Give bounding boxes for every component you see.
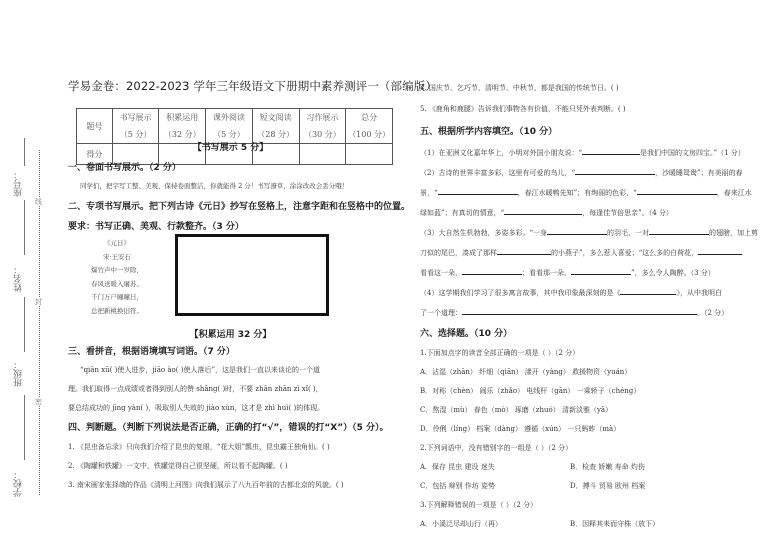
exam-title: 学易金卷：2022-2023 学年三年级语文下册期中素养测评一（部编版）: [68, 79, 437, 93]
q5-3-line1: （3）大自然生机勃勃，多姿多彩。“一身 的羽毛，一对 的翅膀，加上剪: [420, 226, 758, 238]
q3-line: 要总结成功的 jīng yàn( )，吸取别人失败的 jiào xùn，这才是 zhì huì( )的体现。: [68, 404, 325, 412]
score-table-header-row: [77, 109, 393, 144]
q6-1-option-d[interactable]: D．伶俐（líng） 档案（dàng） 遵循（xún） 一只蚂蚱（mà）: [420, 425, 621, 433]
q4-item: 4. 国庆节、乞巧节、清明节、中秋节，都是我国的传统节日。( ): [420, 84, 619, 92]
poem-yuanri: [82, 237, 152, 319]
q5-3-blank-6[interactable]: [571, 266, 631, 275]
q5-3-line3: 看看这一朵， ；看看那一朵， ”，多么令人陶醉。（3 分）: [420, 266, 715, 278]
class-label: 班级：: [14, 360, 24, 387]
section-banner-accumulation: 【积累运用 32 分】: [189, 330, 272, 340]
q6-2-option-d[interactable]: D．搏斗 贸易 欧州 档案: [570, 482, 646, 490]
q5-4-blank-1[interactable]: [620, 286, 676, 295]
q3-heading: 三、看拼音，根据语境填写词语。（7 分）: [68, 347, 235, 357]
q4-heading: 四、判断题。（判断下列说法是否正确，正确的打“√”，错误的打“X”）（5 分）。: [68, 423, 389, 433]
q5-3-blank-1[interactable]: [547, 226, 607, 235]
q4-item: 5. 《鹿角和鹿腿》告诉我们事物各有价值，不能只凭外表判断。( ): [420, 105, 626, 113]
q5-1: （1）在亚洲文化嘉年华上，小明对外国小朋友说：“ 是我们中国的文房四宝。”（1 分）: [420, 146, 745, 158]
q1-heading: 一、卷面书写展示。（2 分）: [68, 163, 181, 173]
school-label: 学校：: [14, 470, 24, 497]
q5-2-line1: （2）古诗的世界丰富多彩，这里有可爱的鸟儿，“ ，沙暖睡鸳鸯”；有美丽的春: [420, 166, 743, 178]
q4-item: 3. 南宋画家张择端的作品《清明上河图》向我们展示了八九百年前的古都北京的风貌。( ): [68, 481, 344, 489]
q5-2-blank-2[interactable]: [438, 186, 518, 195]
q6-3-option-b[interactable]: B．因释其耒而守株（放下）: [570, 520, 660, 528]
top-binding-line: [24, 138, 25, 166]
left-column: [68, 0, 437, 540]
poem-line: 春风送暖入屠苏。: [91, 279, 143, 288]
q5-4-line2: 了一个道理： 。（2 分）: [420, 306, 728, 318]
seat-number-label: 座号：: [14, 170, 24, 197]
col-composition: 习作展示 （30 分）: [299, 109, 346, 144]
q5-4-line1: （4）这学期我们学习了很多寓言故事，其中我印象最深刻的是《 》，从中我明白: [420, 286, 722, 298]
q5-2-blank-3[interactable]: [637, 186, 717, 195]
section-banner-writing: 【书写展示 5 分】: [192, 143, 269, 153]
poem-title: 《元日》: [104, 239, 130, 247]
col-short-reading: 短文阅读 （28 分）: [252, 109, 299, 144]
q5-2-line3: 绿如蓝”；有真切的情意，“ ，每逢佳节倍思亲”。（4 分）: [420, 206, 673, 218]
name-field[interactable]: [24, 297, 25, 352]
q5-3-blank-4[interactable]: [698, 246, 742, 255]
q5-3-blank-5[interactable]: [462, 266, 522, 275]
q6-3-stem: 3.下列解释错误的一项是（ ）（2 分）: [420, 501, 538, 509]
col-total: 总分 （100 分）: [346, 109, 393, 144]
q2-requirement: 要求：书写正确、美观、行款整齐。（3 分）: [68, 222, 244, 232]
q6-2-option-b[interactable]: B．检查 娇嫩 寿命 灼伤: [570, 463, 645, 471]
q3-line: “qiān xū( )使人进步，jiāo ào( )使人落后”，这是我们一直以来谈论的一个道: [80, 366, 321, 374]
q2-heading: 二、专项书写展示。把下列古诗《元日》抄写在竖格上，注意字距和在竖格中的位置。: [68, 202, 411, 212]
q6-heading: 六、选择题。（10 分）: [420, 329, 513, 339]
q6-1-option-b[interactable]: B．对称（chèn） 闹乐（zhǎo） 电线杆（gān） 一乘轿子（chéng）: [420, 387, 641, 395]
poem-line: 总把新桃换旧符。: [91, 306, 143, 315]
q6-1-stem: 1.下面加点字的读音全部正确的一项是（ ）（2 分）: [420, 349, 580, 357]
q5-4-blank-2[interactable]: [462, 306, 697, 315]
name-label: 姓名：: [14, 265, 24, 292]
row-header-question: 题号: [77, 109, 113, 144]
q5-3-line2: 刀似的尾巴，凑成了那样 的小燕子”，多么惹人喜爱；“这么多的白荷花，: [420, 246, 742, 258]
q6-2-option-a[interactable]: A．保存 昆虫 建设 迷失: [420, 463, 495, 471]
col-extra-reading: 课外阅读 （5 分）: [206, 109, 253, 144]
q5-3-blank-3[interactable]: [497, 246, 551, 255]
col-accumulation: 积累运用 （32 分）: [159, 109, 206, 144]
q5-2-line2: 景，“ ，春江水暖鸭先知”；有绚丽的色彩，“ ，春来江水: [420, 186, 752, 198]
q6-2-option-c[interactable]: C．包括 辩别 作坊 姿势: [420, 482, 496, 490]
score-table: [76, 108, 393, 165]
poem-line: 千门万户曈曈日，: [91, 293, 143, 302]
right-column: [420, 0, 759, 540]
q3-line: 理。我们取得一点成绩或者得到别人的赞 shǎng( )时，不要 zhān zhān zì xǐ( )，: [68, 385, 323, 393]
q6-2-stem: 2.下列词语中，没有错别字的一组是（ ）（2 分）: [420, 444, 573, 452]
q5-heading: 五、根据所学内容填空。（10 分）: [420, 127, 558, 137]
q5-3-blank-2[interactable]: [649, 226, 709, 235]
q4-item: 1. 《昆虫备忘录》只向我们介绍了昆虫的复眼，“花大姐”瓢虫，昆虫霸王独角仙。( ): [68, 443, 330, 451]
q5-2-blank-4[interactable]: [504, 206, 582, 215]
q5-2-blank-1[interactable]: [575, 166, 655, 175]
seat-number-field[interactable]: [24, 200, 25, 255]
q6-3-option-a[interactable]: A．小溪泛尽却山行（再）: [420, 520, 503, 528]
q6-1-option-c[interactable]: C．熬湿（mù） 春色（mò） 琢磨（zhuó） 清新淡雅（yǎ）: [420, 406, 613, 414]
binding-strip: [0, 0, 60, 540]
col-writing: 书写展示 （5 分）: [112, 109, 159, 144]
binding-mark-xian: 线: [35, 198, 42, 206]
class-field[interactable]: [24, 395, 25, 460]
copy-writing-box[interactable]: [175, 234, 329, 316]
poem-line: 爆竹声中一岁除，: [91, 266, 143, 275]
poem-author: 宋·王安石: [102, 252, 132, 261]
binding-mark-feng: 封: [35, 298, 42, 306]
binding-mark-mi: 密: [35, 398, 42, 406]
q1-text: 同学们，把字写工整、美观，保持卷面整洁，你就能得 2 分！书写潦草，涂涂改改会丢分哦！: [80, 182, 349, 190]
q5-1-blank[interactable]: [582, 146, 640, 155]
row-header-score: 得分: [77, 144, 113, 165]
q6-1-option-a[interactable]: A．沾湿（zhān） 纤细（qiān） 漾开（yàng） 救援物资（yuán）: [420, 368, 632, 376]
q4-item: 2. 《陶罐和铁罐》一文中，铁罐觉得自己很坚硬，所以看不起陶罐。( ): [68, 462, 288, 470]
